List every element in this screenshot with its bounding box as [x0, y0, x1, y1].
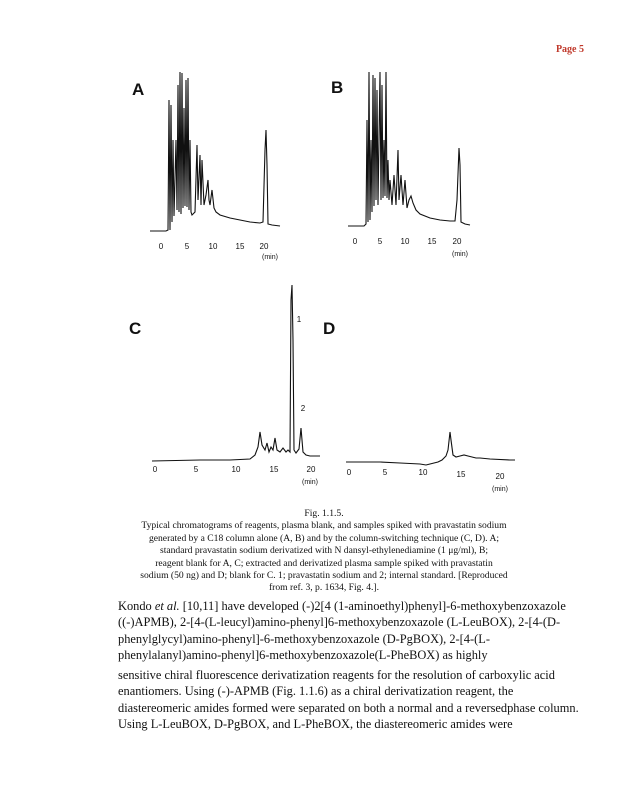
- panel-c-label: C: [129, 319, 142, 338]
- panel-a-tick-20: 20: [259, 242, 269, 251]
- et-al: et al.: [154, 599, 180, 613]
- panel-b-tick-15: 15: [427, 237, 437, 246]
- panel-d-tick-20: 20: [495, 472, 505, 481]
- panel-d-tick-10: 10: [418, 468, 428, 477]
- caption-line: reagent blank for A, C; extracted and derivatized plasma sample spiked with pravastatin: [155, 557, 493, 569]
- panel-a-unit: (min): [262, 254, 278, 261]
- panel-c-tick-0: 0: [152, 465, 158, 474]
- panel-c-trace: [152, 285, 320, 461]
- body-paragraph-1: [118, 598, 588, 663]
- figure-number: Fig. 1.1.5.: [304, 508, 344, 519]
- page-number: Page 5: [555, 44, 584, 55]
- panel-c-tick-20: 20: [306, 465, 316, 474]
- figure-caption: [118, 508, 530, 595]
- panel-b-trace: [348, 72, 470, 226]
- peak-label-2: 2: [300, 404, 306, 413]
- paragraph-text: sensitive chiral fluorescence derivatization reagents for the resolution of carboxylic acid enantiomers. Using (-)-APMB (Fig. 1.1.6) as a chiral derivatization reagent, the diastereomeric amides formed were separated on both a normal and a reversedphase column. Using L-LeuBOX, D-PgBOX, and L-PheBOX, the diastereomeric amides were: [118, 668, 579, 731]
- panel-c-tick-5: 5: [193, 465, 199, 474]
- panel-d-tick-15: 15: [456, 470, 466, 479]
- caption-line: sodium (50 ng) and D; blank for C. 1; pravastatin sodium and 2; internal standard. [Reproduced: [140, 570, 508, 582]
- panel-b-tick-20: 20: [452, 237, 462, 246]
- caption-line: generated by a C18 column alone (A, B) and by the column-switching technique (C, D). A;: [148, 532, 500, 544]
- panel-b-tick-5: 5: [377, 237, 383, 246]
- panel-a: [132, 72, 280, 261]
- peak-label-1: 1: [296, 315, 302, 324]
- author-name: Kondo: [118, 599, 155, 613]
- paragraph-text: [10,11] have developed (-)2[4 (1-aminoethyl)phenyl]-6-methoxybenzoxazole ((-)APMB), 2-[4-(L-leucyl)amino-phenyl]6-methoxybenzoxazole (L-LeuBOX), 2-[4-(D-phenylglycyl)amino-phenyl]-6-methoxybenzoxazole (D-PgBOX), 2-[4-(L-phenylalanyl)amino-phenyl]6-methoxybenzoxazole(L-PheBOX) as highly: [118, 599, 566, 662]
- panel-a-label: A: [132, 80, 145, 99]
- panel-c-unit: (min): [302, 479, 318, 486]
- panel-a-tick-10: 10: [208, 242, 218, 251]
- panel-d-unit: (min): [492, 486, 508, 493]
- caption-line: from ref. 3, p. 1634, Fig. 4.].: [268, 582, 380, 594]
- panel-a-tick-5: 5: [184, 242, 190, 251]
- panel-b: [331, 72, 470, 258]
- panel-d-label: D: [323, 319, 336, 338]
- panel-b-tick-10: 10: [400, 237, 410, 246]
- panel-c-tick-15: 15: [269, 465, 279, 474]
- panel-c: [129, 285, 320, 486]
- caption-line: standard pravastatin sodium derivatized with N dansyl-ethylenediamine (1 μg/ml), B;: [159, 545, 489, 557]
- panel-d-trace: [346, 432, 515, 465]
- panel-a-tick-0: 0: [158, 242, 164, 251]
- panel-d-tick-5: 5: [382, 468, 388, 477]
- panel-a-trace: [150, 72, 280, 231]
- panel-a-tick-15: 15: [235, 242, 245, 251]
- panel-b-unit: (min): [452, 251, 468, 258]
- panel-c-tick-10: 10: [231, 465, 241, 474]
- panel-d-tick-0: 0: [346, 468, 352, 477]
- panel-b-label: B: [331, 78, 344, 97]
- panel-d: [323, 319, 515, 493]
- body-paragraph-2: [118, 667, 588, 732]
- caption-line: Typical chromatograms of reagents, plasma blank, and samples spiked with pravastatin sodium: [141, 520, 507, 532]
- panel-b-tick-0: 0: [352, 237, 358, 246]
